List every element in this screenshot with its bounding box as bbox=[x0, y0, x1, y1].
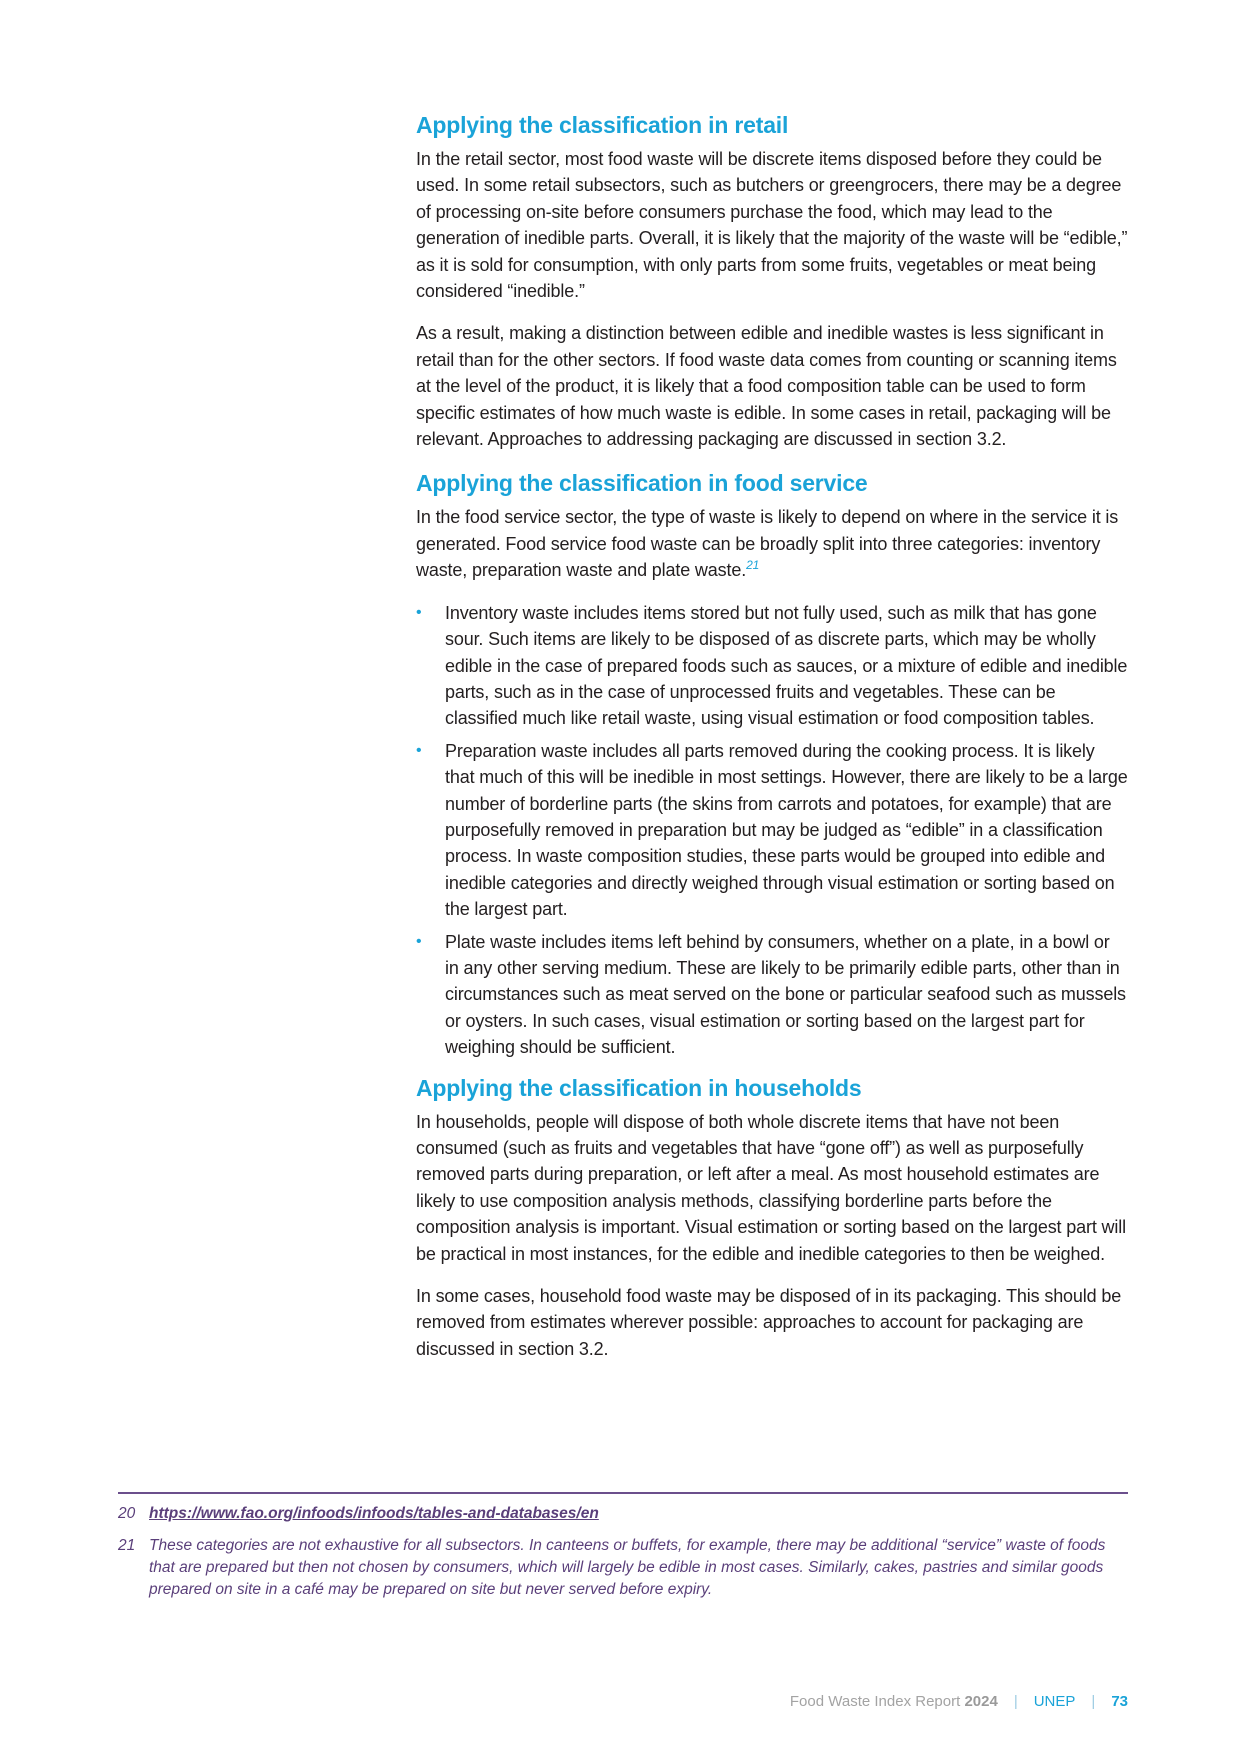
bullet-icon: • bbox=[416, 741, 422, 759]
list-item bbox=[416, 929, 1128, 1061]
report-title-text: Food Waste Index Report bbox=[789, 1693, 961, 1710]
footer-separator: | bbox=[1013, 1693, 1018, 1710]
footnote-link[interactable]: https://www.fao.org/infoods/infoods/tables-and-databases/en bbox=[149, 1505, 599, 1522]
page-footer bbox=[790, 1693, 1128, 1710]
section-households bbox=[416, 1073, 1128, 1363]
footnote-ref-21[interactable]: 21 bbox=[746, 558, 760, 573]
section-heading: Applying the classification in retail bbox=[416, 112, 789, 138]
list-item bbox=[416, 738, 1128, 923]
paragraph: As a result, making a distinction between edible and inedible wastes is less significant in retail than for the other sectors. If food waste data comes from counting or scanning items at the level of the product, it is likely that a food composition table can be used to form specific estimates of how much waste is edible. In some cases in retail, packaging will be relevant. Approaches to addressing packaging are discussed in section 3.2. bbox=[416, 323, 1117, 450]
footnotes bbox=[118, 1503, 1128, 1611]
list-item bbox=[416, 600, 1128, 732]
section-food-service bbox=[416, 468, 1128, 1060]
list-item-text: Inventory waste includes items stored but not fully used, such as milk that has gone sour. Such items are likely to be disposed of as discrete parts, which may be wholly edible in the case of prepared foods such as sauces, or a mixture of edible and inedible parts, such as in the case of unprocessed fruits and vegetables. These can be classified much like retail waste, using visual estimation or food composition tables. bbox=[445, 602, 1128, 729]
footnote-number: 21 bbox=[118, 1537, 136, 1554]
footer-separator: | bbox=[1091, 1693, 1096, 1710]
report-title bbox=[790, 1693, 998, 1710]
org-name: UNEP bbox=[1033, 1693, 1076, 1710]
footnote-number: 20 bbox=[118, 1505, 136, 1522]
footnote-divider bbox=[118, 1492, 1128, 1494]
paragraph: In the retail sector, most food waste will be discrete items disposed before they could be used. In some retail subsectors, such as butchers or greengrocers, there may be a degree of processing on-site before consumers purchase the food, which may lead to the generation of inedible parts. Overall, it is likely that the majority of the waste will be “edible,” as it is sold for consumption, with only parts from some fruits, vegetables or meat being considered “inedible.” bbox=[416, 149, 1128, 302]
paragraph: In households, people will dispose of both whole discrete items that have not been consumed (such as fruits and vegetables that have “gone off”) as well as purposefully removed parts during preparation, or left after a meal. As most household estimates are likely to use composition analysis methods, classifying borderline parts before the composition analysis is important. Visual estimation or sorting based on the largest part will be practical in most instances, for the edible and inedible categories to then be weighed. bbox=[416, 1111, 1126, 1264]
footnote-21 bbox=[118, 1535, 1128, 1601]
main-content bbox=[416, 110, 1128, 1378]
section-heading: Applying the classification in households bbox=[416, 1074, 862, 1101]
bullet-icon: • bbox=[416, 932, 422, 950]
section-heading: Applying the classification in food service bbox=[416, 470, 868, 497]
footnote-text: These categories are not exhaustive for all subsectors. In canteens or buffets, for example, there may be additional “service” waste of foods that are prepared but then not chosen by consumers, which will largely be edible in most cases. Similarly, cakes, pastries and similar goods prepared on site in a café may be prepared on site but never served before expiry. bbox=[149, 1537, 1106, 1598]
page-number: 73 bbox=[1111, 1693, 1128, 1710]
footnote-20 bbox=[118, 1503, 1128, 1525]
section-retail bbox=[416, 110, 1128, 452]
bullet-list bbox=[416, 600, 1128, 1061]
list-item-text: Plate waste includes items left behind by consumers, whether on a plate, in a bowl or in any other serving medium. These are likely to be primarily edible parts, other than in circumstances such as meat served on the bone or particular seafood such as mussels or oysters. In such cases, visual estimation or sorting based on the largest part for weighing should be sufficient. bbox=[445, 931, 1126, 1058]
list-item-text: Preparation waste includes all parts removed during the cooking process. It is likely that much of this will be inedible in most settings. However, there are likely to be a large number of borderline parts (the skins from carrots and potatoes, for example) that are purposefully removed in preparation but may be judged as “edible” in a classification process. In waste composition studies, these parts would be grouped into edible and inedible categories and directly weighed through visual estimation or sorting based on the largest part. bbox=[445, 740, 1128, 920]
report-year: 2024 bbox=[964, 1693, 998, 1710]
bullet-icon: • bbox=[416, 603, 422, 621]
paragraph: In some cases, household food waste may be disposed of in its packaging. This should be removed from estimates wherever possible: approaches to account for packaging are discussed in section 3.2. bbox=[416, 1286, 1122, 1359]
intro-text: In the food service sector, the type of waste is likely to depend on where in the service it is generated. Food service food waste can be broadly split into three categories: inventory waste, preparation waste and plate waste. bbox=[416, 507, 1119, 581]
paragraph bbox=[416, 504, 1128, 583]
